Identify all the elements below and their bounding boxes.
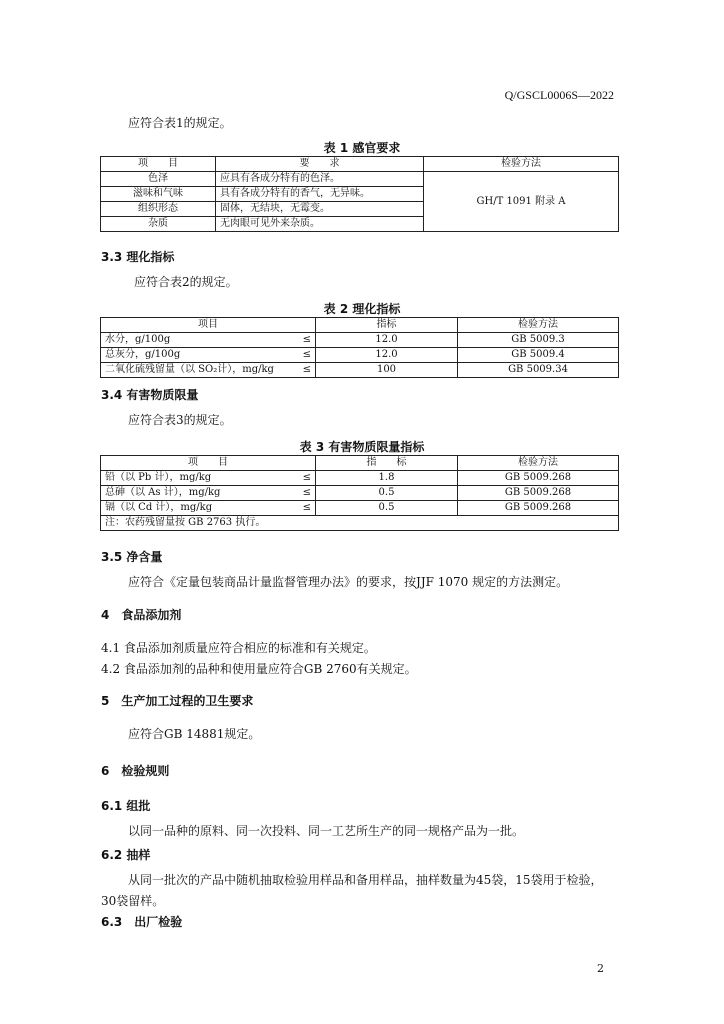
table-header-cell: 项 目 <box>101 157 216 172</box>
section-3-4-heading: 3.4 有害物质限量 <box>101 388 199 402</box>
section-6-heading: 6 检验规则 <box>101 764 170 778</box>
table-row <box>101 363 619 378</box>
section-6-2-heading: 6.2 抽样 <box>101 848 151 862</box>
table-header-row <box>101 456 619 471</box>
table3-note: 注：农药残留量按 GB 2763 执行。 <box>101 516 619 531</box>
table-row <box>101 172 619 187</box>
table-cell-value: 12.0 <box>316 348 458 363</box>
table-header-cell: 检验方法 <box>424 157 619 172</box>
section-3-3-text: 应符合表2的规定。 <box>134 275 238 289</box>
table-row <box>101 501 619 516</box>
table-cell-method: GB 5009.268 <box>458 471 619 486</box>
section-6-1-heading: 6.1 组批 <box>101 799 151 813</box>
table-header-cell: 检验方法 <box>458 456 619 471</box>
table-row <box>101 471 619 486</box>
table-cell-method: GB 5009.268 <box>458 501 619 516</box>
table-cell-value: 0.5 <box>316 486 458 501</box>
section-3-5-heading: 3.5 净含量 <box>101 550 163 564</box>
table2-caption: 表 2 理化指标 <box>323 302 401 316</box>
page-number: 2 <box>597 962 604 975</box>
table-cell-operator: ≤ <box>281 486 316 501</box>
table-cell-item: 杂质 <box>101 217 216 232</box>
table-header-row <box>101 318 619 333</box>
table-cell-operator: ≤ <box>281 471 316 486</box>
section-3-3-heading: 3.3 理化指标 <box>101 250 175 264</box>
table-note-row <box>101 516 619 531</box>
table-cell-requirement: 应具有各成分特有的色泽。 <box>216 172 424 187</box>
table3-caption: 表 3 有害物质限量指标 <box>299 440 425 454</box>
table-header-cell: 检验方法 <box>458 318 619 333</box>
table3 <box>100 455 619 531</box>
table-cell-operator: ≤ <box>281 501 316 516</box>
table-row <box>101 486 619 501</box>
section-3-4-text: 应符合表3的规定。 <box>128 413 232 427</box>
table-cell-requirement: 具有各成分特有的香气，无异味。 <box>216 187 424 202</box>
table-cell-operator: ≤ <box>281 348 316 363</box>
section-5-heading: 5 生产加工过程的卫生要求 <box>101 694 254 708</box>
table-header-cell: 要 求 <box>216 157 424 172</box>
table-cell-item: 二氧化硫残留量（以 SO₂计），mg/kg <box>101 363 281 378</box>
intro-line: 应符合表1的规定。 <box>128 116 232 130</box>
table1 <box>100 156 619 232</box>
table-row <box>101 333 619 348</box>
table-cell-method: GB 5009.34 <box>458 363 619 378</box>
table-cell-item: 滋味和气味 <box>101 187 216 202</box>
table2 <box>100 317 619 378</box>
table-cell-method: GH/T 1091 附录 A <box>424 172 619 232</box>
table-cell-item: 组织形态 <box>101 202 216 217</box>
section-4-heading: 4 食品添加剂 <box>101 608 182 622</box>
table-cell-item: 镉（以 Cd 计），mg/kg <box>101 501 281 516</box>
table-header-row <box>101 157 619 172</box>
table-row <box>101 348 619 363</box>
section-6-1-text: 以同一品种的原料、同一次投料、同一工艺所生产的同一规格产品为一批。 <box>128 824 525 838</box>
section-5-text: 应符合GB 14881规定。 <box>128 727 261 741</box>
table-cell-requirement: 无肉眼可见外来杂质。 <box>216 217 424 232</box>
table-cell-operator: ≤ <box>281 363 316 378</box>
table-cell-item: 色泽 <box>101 172 216 187</box>
section-3-5-text: 应符合《定量包装商品计量监督管理办法》的要求，按JJF 1070 规定的方法测定。 <box>128 575 569 589</box>
table-cell-method: GB 5009.4 <box>458 348 619 363</box>
section-4-2-text: 4.2 食品添加剂的品种和使用量应符合GB 2760有关规定。 <box>101 662 417 676</box>
table-cell-item: 总砷（以 As 计），mg/kg <box>101 486 281 501</box>
table-cell-operator: ≤ <box>281 333 316 348</box>
table-cell-method: GB 5009.3 <box>458 333 619 348</box>
standard-code: Q/GSCL0006S—2022 <box>504 88 614 102</box>
section-6-3-heading: 6.3 出厂检验 <box>101 915 183 929</box>
section-4-1-text: 4.1 食品添加剂质量应符合相应的标准和有关规定。 <box>101 641 376 655</box>
table-header-cell: 指标 <box>316 318 458 333</box>
table-header-cell: 项 目 <box>101 456 316 471</box>
table-header-cell: 项目 <box>101 318 316 333</box>
table-cell-requirement: 固体，无结块，无霉变。 <box>216 202 424 217</box>
table-header-cell: 指 标 <box>316 456 458 471</box>
table-cell-item: 水分，g/100g <box>101 333 281 348</box>
table-cell-value: 0.5 <box>316 501 458 516</box>
table-cell-item: 总灰分，g/100g <box>101 348 281 363</box>
section-6-2-text-line2: 30袋留样。 <box>101 894 165 908</box>
table-cell-value: 1.8 <box>316 471 458 486</box>
table-cell-value: 100 <box>316 363 458 378</box>
table-cell-method: GB 5009.268 <box>458 486 619 501</box>
table-cell-item: 铅（以 Pb 计），mg/kg <box>101 471 281 486</box>
table-cell-value: 12.0 <box>316 333 458 348</box>
section-6-2-text-line1: 从同一批次的产品中随机抽取检验用样品和备用样品，抽样数量为45袋，15袋用于检验， <box>128 873 603 887</box>
table1-caption: 表 1 感官要求 <box>323 141 401 155</box>
